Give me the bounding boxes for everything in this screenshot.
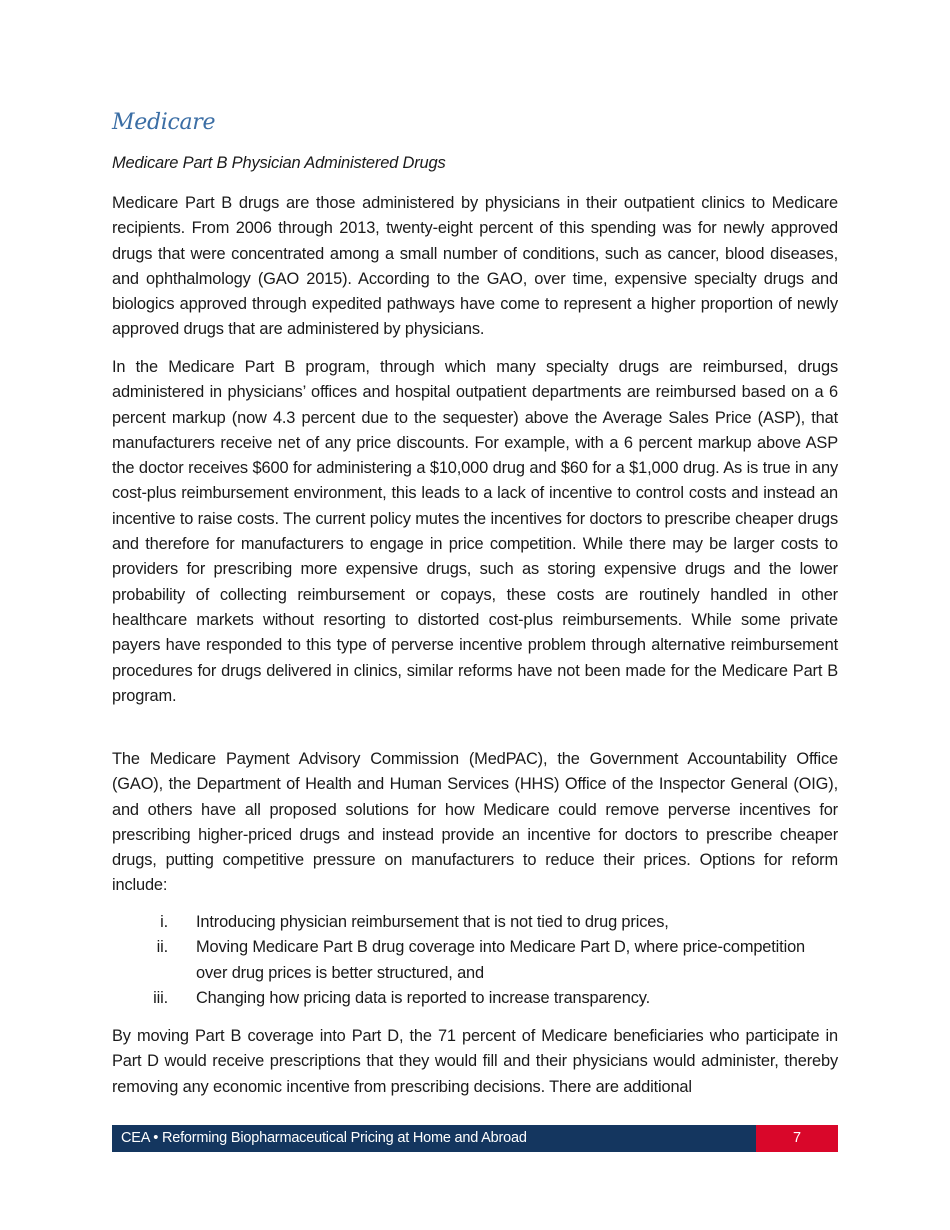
paragraph-part-d-move: By moving Part B coverage into Part D, the 71 percent of Medicare beneficiaries who participate in Part D would receive prescriptions that they would fill and their physicians would administer, thereby removing any economic incentive from prescribing decisions. There are additional [112, 1027, 838, 1096]
subsection-heading: Medicare Part B Physician Administered Drugs [112, 154, 446, 172]
page-footer [112, 1125, 838, 1152]
section-heading: Medicare [112, 110, 216, 135]
list-item [112, 910, 838, 935]
list-item-text: Moving Medicare Part B drug coverage into Medicare Part D, where price-competition over drug prices is better structured, and [196, 938, 806, 982]
list-item [112, 935, 838, 986]
list-marker: ii. [156, 938, 168, 957]
list-item-text: Changing how pricing data is reported to increase transparency. [196, 988, 651, 1007]
paragraph-reimbursement: In the Medicare Part B program, through which many specialty drugs are reimbursed, drugs administered in physicians’ offices and hospital outpatient departments are reimbursed based on a 6 percent markup (now 4.3 percent due to the sequester) above the Average Sales Price (ASP), that manufacturers receive net of any price discounts. For example, with a 6 percent markup above ASP the doctor receives $600 for administering a $10,000 drug and $60 for a $1,000 drug. As is true in any cost-plus reimbursement environment, this leads to a lack of incentive to control costs and instead an incentive to raise costs. The current policy mutes the incentives for doctors to prescribe cheaper drugs and therefore for manufacturers to engage in price competition. While there may be larger costs to providers for prescribing more expensive drugs, such as storing expensive drugs and the lower probability of collecting reimbursement or copays, these costs are routinely handled in other healthcare markets without resorting to distorted cost-plus reimbursements. While some private payers have responded to this type of perverse incentive problem through alternative reimbursement procedures for drugs delivered in clinics, similar reforms have not been made for the Medicare Part B program. [112, 358, 838, 705]
list-item-text: Introducing physician reimbursement that is not tied to drug prices, [196, 913, 669, 931]
list-marker: i. [160, 913, 168, 931]
reform-options-list [112, 910, 838, 1011]
list-marker: iii. [153, 988, 168, 1007]
page-number: 7 [756, 1125, 838, 1152]
list-item [112, 986, 838, 1011]
paragraph-reform-proposals: The Medicare Payment Advisory Commission (MedPAC), the Government Accountability Office (GAO), the Department of Health and Human Services (HHS) Office of the Inspector General (OIG), and others have all proposed solutions for how Medicare could remove perverse incentives for prescribing higher-priced drugs and instead provide an incentive for doctors to prescribe cheaper drugs, putting competitive pressure on manufacturers to reduce their prices. Options for reform include: [112, 750, 838, 895]
paragraph-part-b-overview: Medicare Part B drugs are those administered by physicians in their outpatient clinics to Medicare recipients. From 2006 through 2013, twenty-eight percent of this spending was for newly approved drugs that were concentrated among a small number of conditions, such as cancer, blood diseases, and ophthalmology (GAO 2015). According to the GAO, over time, expensive specialty drugs and biologics approved through expedited pathways have come to represent a higher proportion of newly approved drugs that are administered by physicians. [112, 194, 838, 339]
footer-title: CEA • Reforming Biopharmaceutical Pricing at Home and Abroad [112, 1125, 756, 1152]
